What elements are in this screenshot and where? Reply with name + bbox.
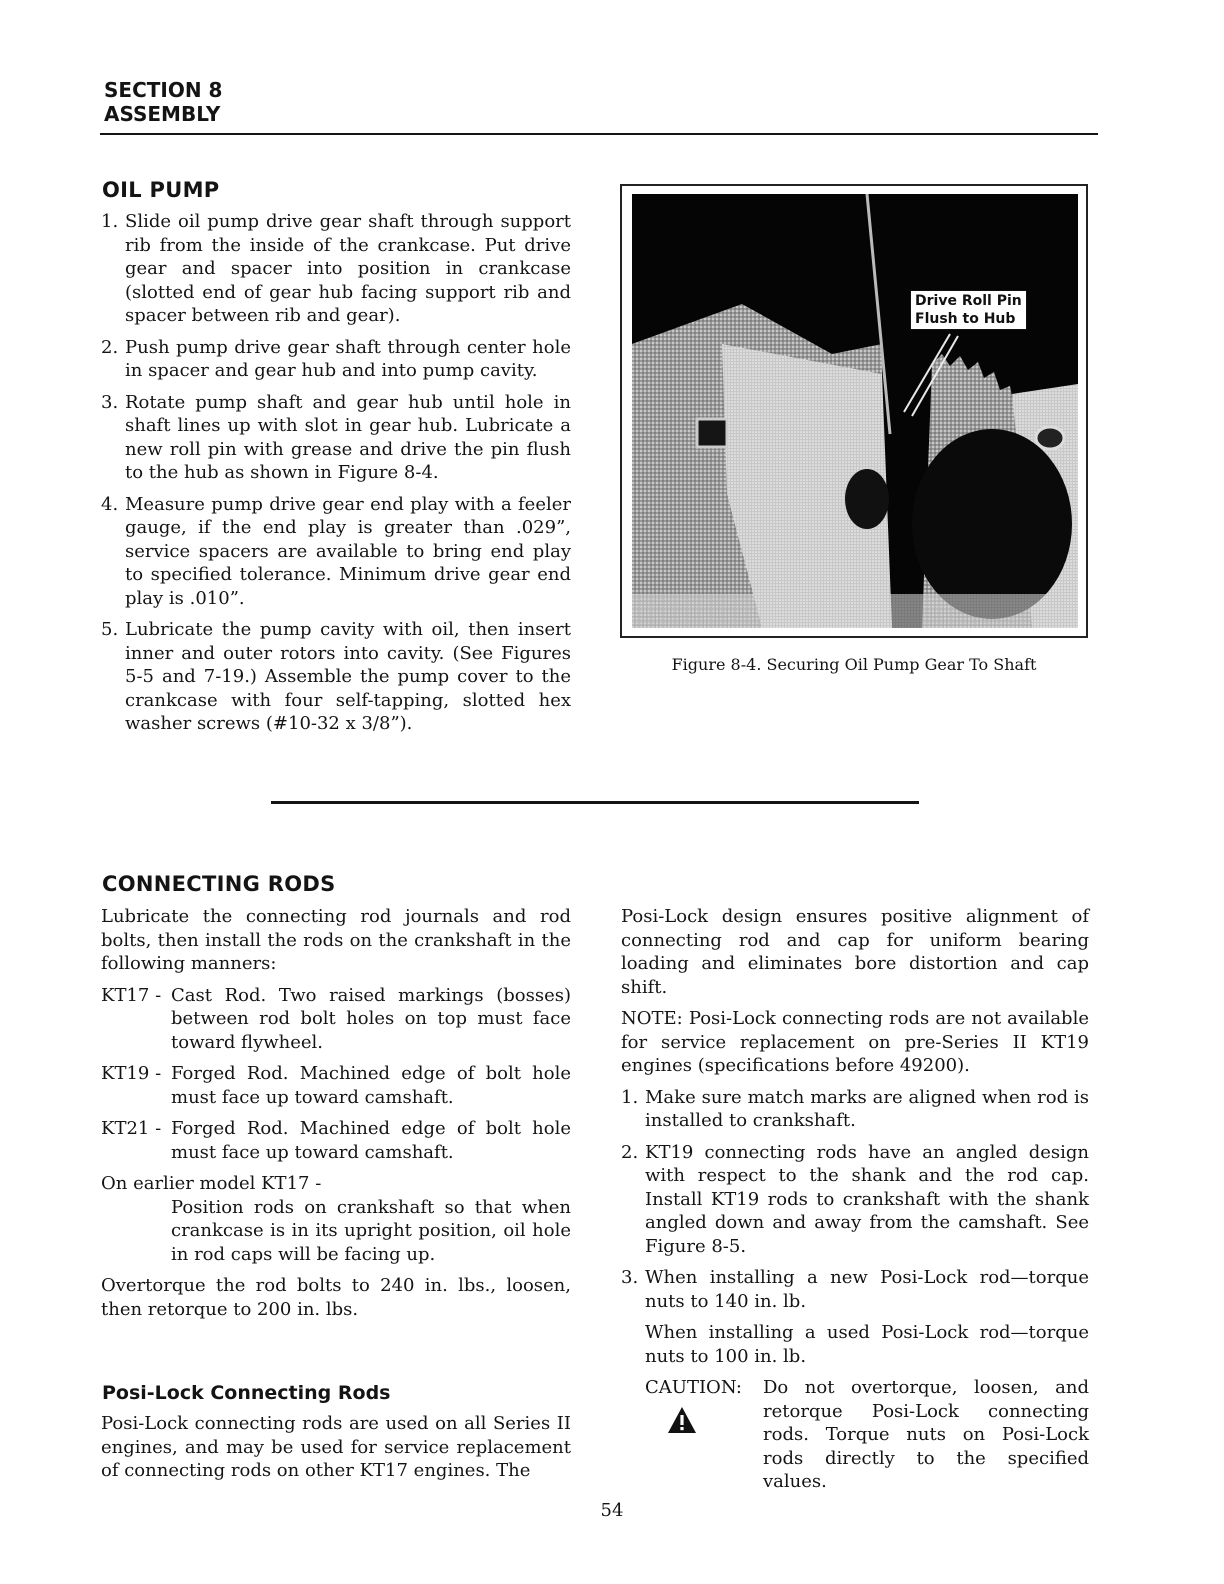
spec-row: KT17 - Cast Rod. Two raised markings (bosses) between rod bolt holes on top must face toward flywheel.: [101, 984, 571, 1053]
posi-lock-note: NOTE: Posi-Lock connecting rods are not available for service replacement on pre-Series II KT19 engines (specifications before 49200).: [621, 1008, 1089, 1076]
oil-pump-column: [101, 210, 571, 744]
figure-8-4: [620, 184, 1088, 638]
posi-lock-steps: [621, 1086, 1089, 1314]
connecting-rods-heading: CONNECTING RODS: [102, 872, 336, 896]
list-item: 2. Push pump drive gear shaft through center hole in spacer and gear hub and into pump cavity.: [101, 336, 571, 381]
header-rule: [100, 133, 1098, 135]
oil-pump-heading: OIL PUMP: [102, 178, 220, 202]
list-item: 5. Lubricate the pump cavity with oil, then insert inner and outer rotors into cavity. (See Figures 5-5 and 7-19.) Assemble the pump cover to the crankcase with four self-tapping, slotted hex washer screws (#10-32 x 3/8”).: [101, 619, 571, 734]
list-item: 2. KT19 connecting rods have an angled design with respect to the shank and the rod cap. Install KT19 rods to crankshaft with the shank angled down and away from the camshaft. See Figure 8-5.: [621, 1141, 1089, 1257]
connecting-rods-column: [101, 905, 571, 1329]
caution-block: [621, 1376, 1089, 1494]
section-number: SECTION 8: [104, 78, 223, 102]
caution-label-cell: [645, 1376, 763, 1494]
section-header: [104, 78, 222, 126]
earlier-model-label: On earlier model KT17 -: [101, 1173, 322, 1194]
posi-lock-continued: Posi-Lock design ensures positive alignment of connecting rod and cap for uniform bearing loading and eliminates bore distortion and cap shift.: [621, 906, 1089, 998]
drive-roll-pin-label: Drive Roll Pin Flush to Hub: [910, 290, 1027, 330]
caution-label: CAUTION:: [645, 1377, 742, 1398]
overtorque-text: Overtorque the rod bolts to 240 in. lbs., loosen, then retorque to 200 in. lbs.: [101, 1275, 571, 1320]
list-item: 4. Measure pump drive gear end play with a feeler gauge, if the end play is greater than .029”, service spacers are available to bring end play to specified tolerance. Minimum drive gear end play is .010”.: [101, 493, 571, 609]
list-item: 3. Rotate pump shaft and gear hub until hole in shaft lines up with slot in gear hub. Lubricate a new roll pin with grease and drive the pin flush to the hub as shown in Figure 8-4.: [101, 391, 571, 483]
caution-text: Do not overtorque, loosen, and retorque Posi-Lock connecting rods. Torque nuts on Posi-Lock rods directly to the specified values.: [763, 1377, 1089, 1492]
posi-lock-heading: Posi-Lock Connecting Rods: [102, 1382, 391, 1404]
posi-lock-intro: Posi-Lock connecting rods are used on all Series II engines, and may be used for service replacement of connecting rods on other KT17 engines. The: [101, 1413, 571, 1481]
oil-pump-gear-photo: [632, 194, 1078, 628]
figure-caption: Figure 8-4. Securing Oil Pump Gear To Shaft: [671, 655, 1037, 674]
earlier-model-text: Position rods on crankshaft so that when crankcase is in its upright position, oil hole in rod caps will be facing up.: [171, 1196, 571, 1265]
list-item: 1. Slide oil pump drive gear shaft through support rib from the inside of the crankcase. Put drive gear and spacer into position in crankcase (slotted end of gear hub facing support rib and spacer between rib and gear).: [101, 211, 571, 326]
oil-pump-steps: [101, 210, 571, 736]
list-item: 1. Make sure match marks are aligned when rod is installed to crankshaft.: [621, 1086, 1089, 1131]
section-divider: [271, 801, 919, 804]
page-number: 54: [600, 1500, 624, 1521]
spec-row: KT19 - Forged Rod. Machined edge of bolt hole must face up toward camshaft.: [101, 1063, 571, 1108]
used-rod-text: When installing a used Posi-Lock rod—torque nuts to 100 in. lb.: [645, 1322, 1089, 1367]
warning-icon: [667, 1406, 697, 1434]
list-item: 3. When installing a new Posi-Lock rod—torque nuts to 140 in. lb.: [621, 1267, 1089, 1312]
spec-row: KT21 - Forged Rod. Machined edge of bolt hole must face up toward camshaft.: [101, 1118, 571, 1163]
connecting-rods-intro: Lubricate the connecting rod journals and rod bolts, then install the rods on the crankshaft in the following manners:: [101, 906, 571, 974]
posi-lock-right-column: [621, 905, 1089, 1494]
section-title: ASSEMBLY: [104, 102, 221, 126]
posi-lock-intro-column: [101, 1412, 571, 1491]
